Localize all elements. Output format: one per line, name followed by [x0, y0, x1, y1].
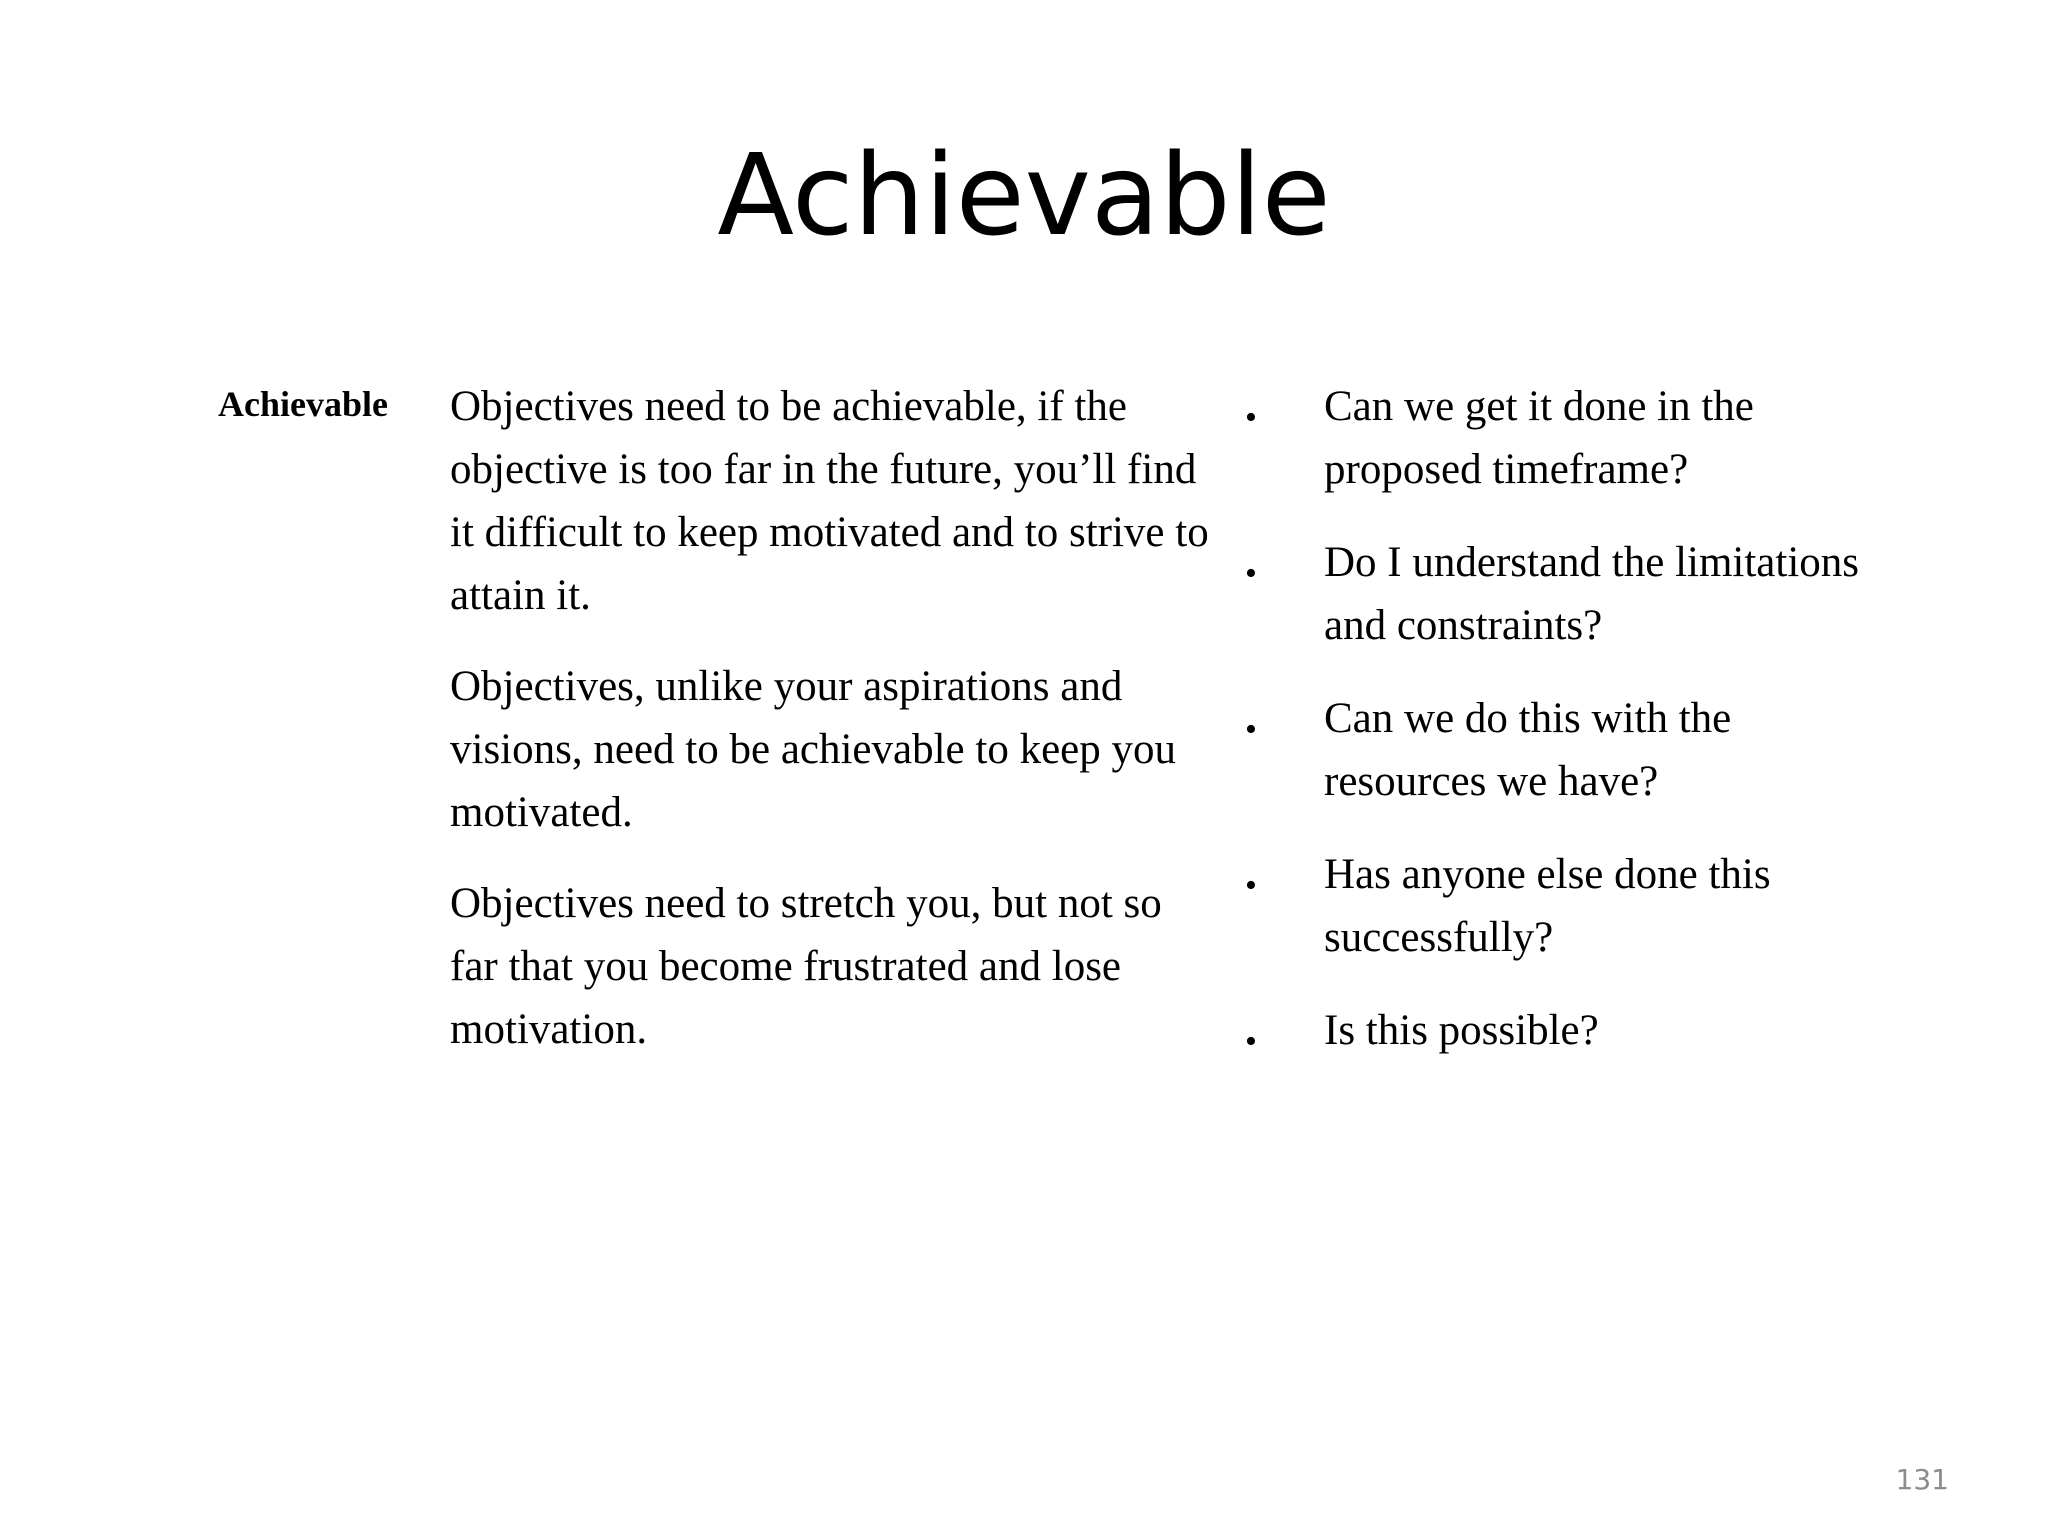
question-item — [1240, 375, 1880, 501]
question-item — [1240, 843, 1880, 969]
question-item — [1240, 531, 1880, 657]
definition-paragraph: Objectives, unlike your aspirations and visions, need to be achievable to keep you motivated. — [450, 663, 1177, 836]
question-text: Do I understand the limitations and constraints? — [1324, 539, 1860, 649]
page-number: 131 — [1895, 1463, 1949, 1496]
slide-title: Achievable — [717, 131, 1331, 261]
bullet-icon: • — [1245, 399, 1257, 436]
bullet-icon: • — [1245, 1023, 1257, 1060]
definition-paragraph: Objectives need to stretch you, but not so far that you become frustrated and lose motivation. — [450, 880, 1162, 1053]
question-list — [1240, 375, 1880, 1092]
question-text: Can we do this with the resources we have? — [1324, 695, 1732, 805]
bullet-icon: • — [1245, 555, 1257, 592]
question-text: Can we get it done in the proposed timeframe? — [1324, 383, 1754, 493]
question-text: Is this possible? — [1324, 1007, 1599, 1054]
term-label: Achievable — [218, 384, 388, 424]
question-text: Has anyone else done this successfully? — [1324, 851, 1771, 961]
bullet-icon: • — [1245, 711, 1257, 748]
question-item — [1240, 999, 1880, 1062]
bullet-icon: • — [1245, 867, 1257, 904]
definition-paragraph: Objectives need to be achievable, if the objective is too far in the future, you’ll find it difficult to keep motivated and to strive to attain it. — [450, 383, 1209, 619]
question-item — [1240, 687, 1880, 813]
definition-column — [450, 375, 1220, 1089]
